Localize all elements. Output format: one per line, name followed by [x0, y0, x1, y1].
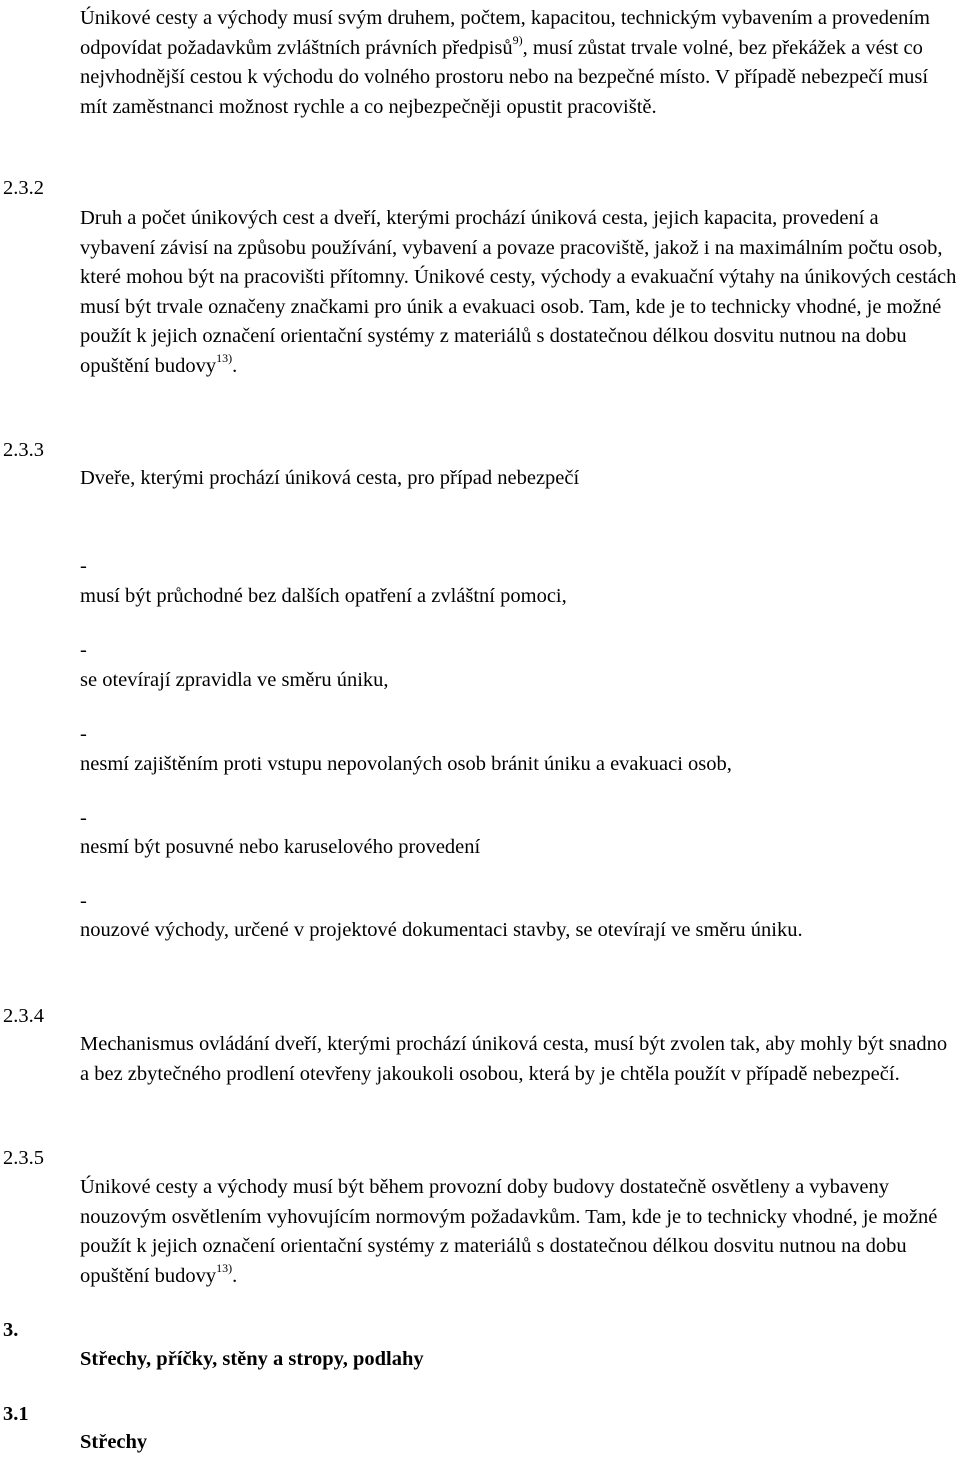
paragraph-2-3-2: Druh a počet únikových cest a dveří, kterými prochází úniková cesta, jejich kapacita, provedení a vybavení závisí na způsobu používání, vybavení a povaze pracoviště, jakož i na maximálním počtu osob, které mohou být na pracovišti přítomny. Únikové cesty, východy a evakuační výtahy na únikových cestách musí být trvale označeny značkami pro únik a evakuaci osob. Tam, kde je to technicky vhodné, je možné použít k jejich označení orientační systémy z materiálů s dostatečnou délkou dosvitu nutnou na dobu opuštění budovy$^{13)}$.: [80, 207, 957, 377]
list-dash: -: [80, 555, 87, 577]
paragraph-2-3-3: Dveře, kterými prochází úniková cesta, pro případ nebezpečí: [80, 467, 580, 489]
list-dash: -: [80, 890, 87, 912]
section-number-2-3-4: 2.3.4: [3, 1005, 44, 1027]
section-number-3: 3.: [3, 1319, 19, 1341]
list-dash: -: [80, 723, 87, 745]
list-item: se otevírají zpravidla ve směru úniku,: [80, 669, 389, 691]
list-item: musí být průchodné bez dalších opatření a zvláštní pomoci,: [80, 585, 567, 607]
footnote-ref-13: 13): [216, 1260, 233, 1275]
section-number-2-3-2: 2.3.2: [3, 177, 44, 199]
section-number-2-3-5: 2.3.5: [3, 1147, 44, 1169]
paragraph-2-3-5: Únikové cesty a východy musí být během provozní doby budovy dostatečně osvětleny a vybaveny nouzovým osvětlením vyhovujícím normovým požadavkům. Tam, kde je to technicky vhodné, je možné použít k jejich označení orientační systémy z materiálů s dostatečnou délkou dosvitu nutnou na dobu opuštění budovy$^{13)}$.: [80, 1176, 938, 1287]
list-item: nesmí zajištěním proti vstupu nepovolaných osob bránit úniku a evakuaci osob,: [80, 753, 732, 775]
list-dash: -: [80, 639, 87, 661]
section-heading-3-1: Střechy: [80, 1431, 148, 1453]
footnote-ref-13: 13): [216, 350, 233, 365]
paragraph-2-3-1: Únikové cesty a východy musí svým druhem, počtem, kapacitou, technickým vybavením a provedením odpovídat požadavkům zvláštních právních předpisů$^{9)}$, musí zůstat trvale volné, bez překážek a vést co nejvhodnější cestou k východu do volného prostoru nebo na bezpečné místo. V případě nebezpečí musí mít zaměstnanci možnost rychle a co nejbezpečněji opustit pracoviště.: [80, 7, 930, 118]
list-item: nesmí být posuvné nebo karuselového provedení: [80, 836, 481, 858]
section-number-2-3-3: 2.3.3: [3, 439, 44, 461]
footnote-ref-9: 9): [512, 32, 523, 47]
section-number-3-1: 3.1: [3, 1403, 29, 1425]
section-heading-3: Střechy, příčky, stěny a stropy, podlahy: [80, 1348, 424, 1370]
paragraph-2-3-4: Mechanismus ovládání dveří, kterými prochází úniková cesta, musí být zvolen tak, aby mohly být snadno a bez zbytečného prodlení otevřeny jakoukoli osobou, která by je chtěla použít v případě nebezpečí.: [80, 1033, 948, 1085]
list-item: nouzové východy, určené v projektové dokumentaci stavby, se otevírají ve směru úniku.: [80, 919, 803, 941]
list-dash: -: [80, 807, 87, 829]
